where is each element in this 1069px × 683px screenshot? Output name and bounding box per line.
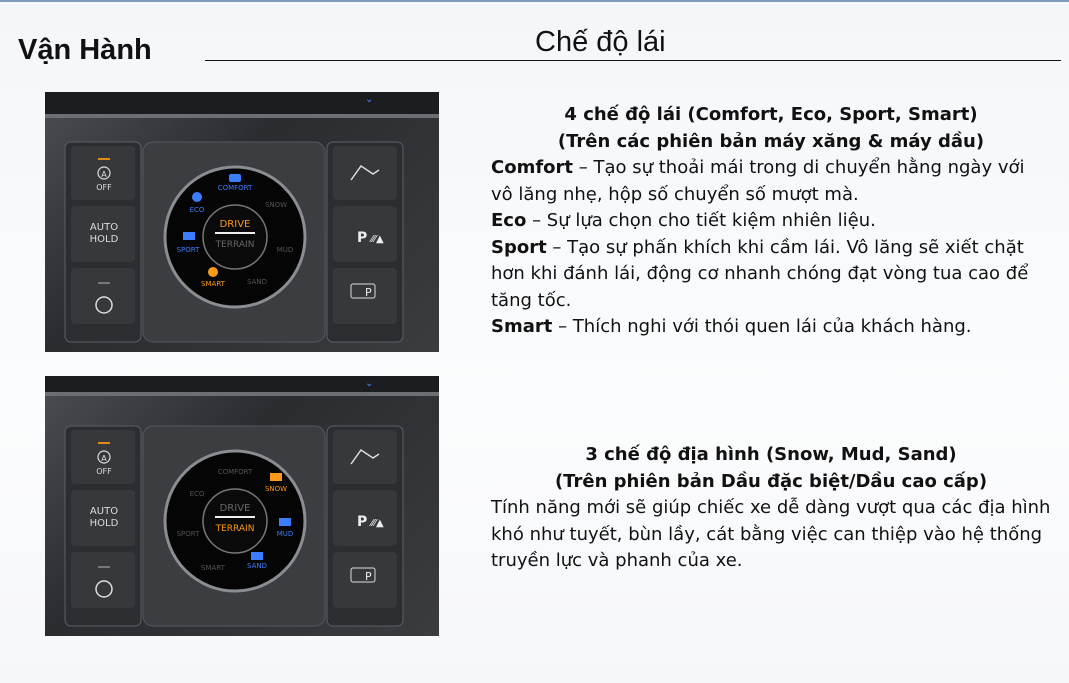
mode-smart-2: SMART xyxy=(201,564,225,572)
park-view-label: P xyxy=(365,286,372,299)
mode-sport-2: SPORT xyxy=(176,530,200,538)
drive-modes-description xyxy=(491,102,1051,341)
mode-drive: DRIVE xyxy=(219,219,251,230)
mode-terrain-2: TERRAIN xyxy=(215,524,255,534)
auto-hold-label-1b: AUTO xyxy=(89,506,119,517)
desc-sport: – Tạo sự phấn khích khi cầm lái. Vô lăng sẽ xiết chặt hơn khi đánh lái, động cơ nhanh chóng đạt vòng tua cao để tăng tốc. xyxy=(491,236,1029,311)
mode-terrain: TERRAIN xyxy=(215,240,255,250)
desc-smart: – Thích nghi với thói quen lái của khách hàng. xyxy=(552,316,972,337)
drive-modes-heading: 4 chế độ lái (Comfort, Eco, Sport, Smart) xyxy=(564,104,978,125)
mode-smart: SMART xyxy=(201,280,225,288)
auto-hold-label-2: HOLD xyxy=(89,234,119,245)
term-smart: Smart xyxy=(491,316,553,337)
mode-eco-2: ECO xyxy=(189,490,205,498)
mode-snow-2: SNOW xyxy=(264,485,288,493)
svg-text:A: A xyxy=(101,170,107,179)
parking-assist-label: P xyxy=(357,230,368,246)
page-title: Chế độ lái xyxy=(535,26,666,58)
mode-eco-desc xyxy=(491,208,1051,235)
svg-text:⁄⁄⁄▲: ⁄⁄⁄▲ xyxy=(371,234,384,245)
mode-mud: MUD xyxy=(276,246,294,254)
mode-comfort-2: COMFORT xyxy=(217,468,253,476)
park-view-label-2: P xyxy=(365,570,372,583)
drive-modes-subheading: (Trên các phiên bản máy xăng & máy dầu) xyxy=(557,130,985,152)
mode-mud-2: MUD xyxy=(276,530,294,538)
mode-drive-2: DRIVE xyxy=(219,503,251,514)
terrain-modes-body: Tính năng mới sẽ giúp chiếc xe dễ dàng vượt qua các địa hình khó như tuyết, bùn lầy, cát bằng việc can thiệp vào hệ thống truyền lực và phanh của xe. xyxy=(491,497,1051,571)
auto-hold-label-1: AUTO xyxy=(89,222,119,233)
terrain-modes-heading: 3 chế độ địa hình (Snow, Mud, Sand) xyxy=(585,444,957,465)
mode-sport: SPORT xyxy=(176,246,200,254)
svg-text:A: A xyxy=(101,454,107,463)
svg-text:⌄: ⌄ xyxy=(365,94,374,105)
title-underline xyxy=(205,60,1061,61)
term-sport: Sport xyxy=(491,236,547,258)
svg-text:⌄: ⌄ xyxy=(365,378,374,389)
desc-comfort: – Tạo sự thoải mái trong di chuyển hằng ngày với vô lăng nhẹ, hộp số chuyển số mượt mà. xyxy=(491,157,1025,205)
mode-snow: SNOW xyxy=(264,201,288,209)
mode-sand-2: SAND xyxy=(247,562,267,570)
auto-hold-label-2b: HOLD xyxy=(89,518,119,529)
svg-text:⁄⁄⁄▲: ⁄⁄⁄▲ xyxy=(371,518,384,529)
term-eco: Eco xyxy=(491,210,527,231)
section-brand-title: Vận Hành xyxy=(18,34,152,66)
mode-sand: SAND xyxy=(247,278,267,286)
parking-assist-label-2: P xyxy=(357,514,368,530)
mode-sport-desc xyxy=(491,235,1051,315)
mode-eco: ECO xyxy=(189,206,205,214)
top-accent-line xyxy=(0,0,1069,2)
off-label-2: OFF xyxy=(96,467,112,476)
terrain-mode-photo xyxy=(45,376,439,636)
mode-smart-desc xyxy=(491,314,1051,341)
mode-comfort: COMFORT xyxy=(217,184,253,192)
terrain-modes-description xyxy=(491,442,1051,575)
term-comfort: Comfort xyxy=(491,157,574,178)
drive-mode-photo xyxy=(45,92,439,352)
off-label: OFF xyxy=(96,183,112,192)
mode-comfort-desc xyxy=(491,155,1051,208)
desc-eco: – Sự lựa chọn cho tiết kiệm nhiên liệu. xyxy=(526,210,876,231)
terrain-modes-subheading: (Trên phiên bản Dầu đặc biệt/Dầu cao cấp) xyxy=(554,470,988,492)
